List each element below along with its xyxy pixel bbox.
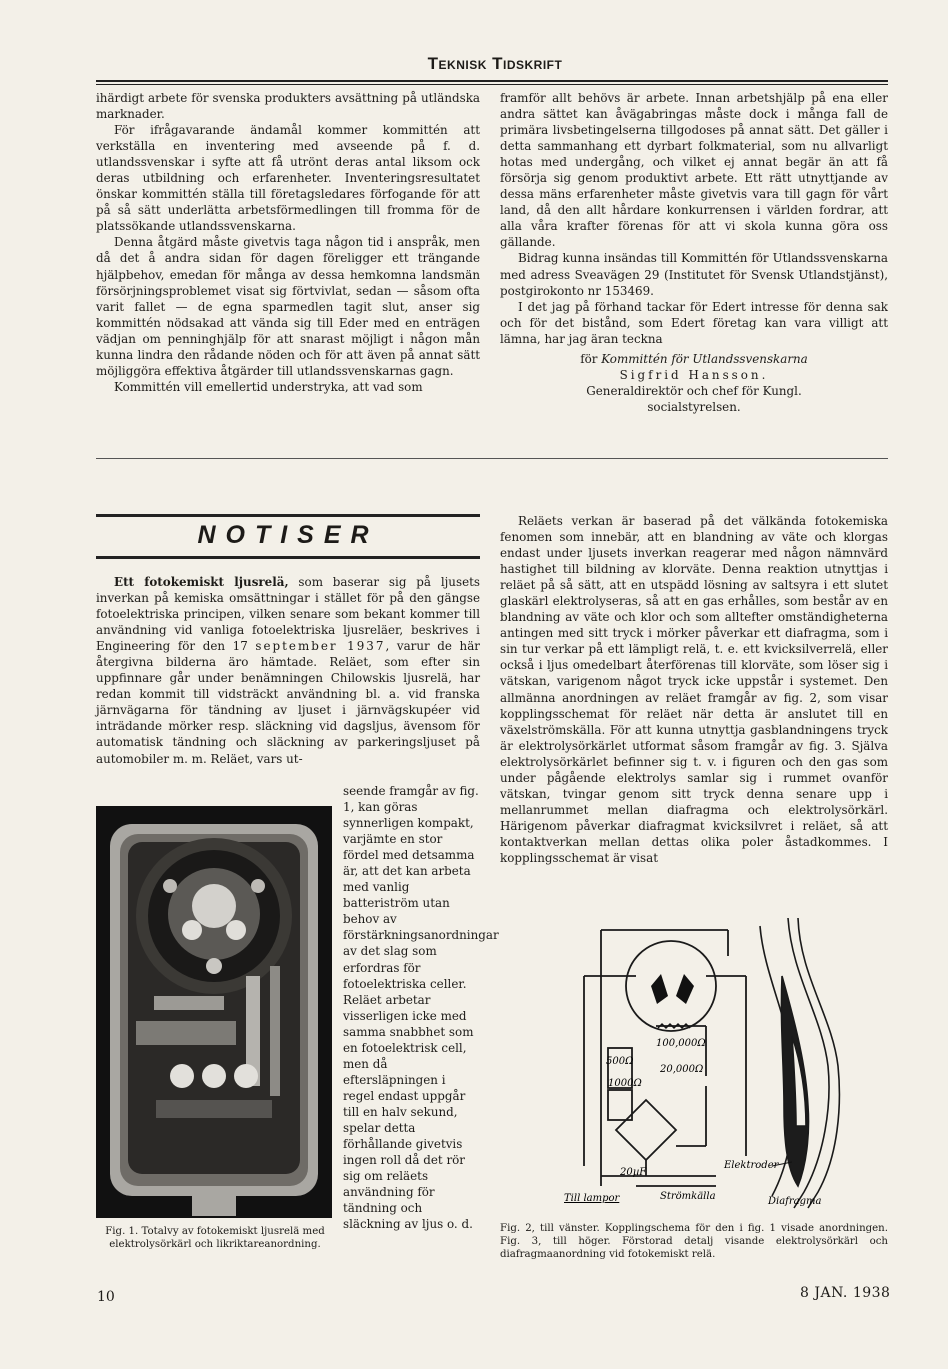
signature-org: Kommittén för Utlandssvenskarna bbox=[601, 351, 808, 366]
signature-org-line bbox=[500, 351, 888, 367]
paragraph bbox=[96, 574, 480, 767]
fig1-caption: Fig. 1. Totalvy av fotokemiskt ljusrelä med elektrolysörkärl och likriktareanordning. bbox=[105, 1226, 325, 1251]
journal-title: Teknisk Tidskrift bbox=[427, 54, 563, 73]
label-diaphragm: Diafragma bbox=[768, 1196, 822, 1207]
paragraph: Bidrag kunna insändas till Kommittén för Utlandssvenskarna med adress Sveavägen 29 (Institutet för Svensk Utlandstjänst), postgirokonto nr 153469. bbox=[500, 251, 888, 298]
top-right-column bbox=[500, 90, 888, 415]
signature-for: för bbox=[580, 351, 598, 366]
notice-lead: Ett fotokemiskt ljusrelä, bbox=[114, 575, 289, 589]
label-capacitor: 20µF bbox=[620, 1167, 647, 1178]
notiser-heading: NOTISER bbox=[197, 521, 379, 549]
paragraph: Kommittén vill emellertid understryka, att vad som bbox=[114, 379, 423, 394]
label-electrodes: Elektroder bbox=[724, 1160, 779, 1171]
relay-photo-illustration bbox=[96, 806, 332, 1218]
fig1-photo bbox=[96, 806, 332, 1218]
paragraph: framför allt behövs är arbete. Innan arbetshjälp på ena eller andra sättet kan åvägabringas måste dock i många fall de primära livsbetingelserna tillgodoses på annat sätt. Det gäller i detta sammanhang ett dyrbart folkmaterial, som nu allvarligt hotas med undergång, och vilket ej annat begär än att få försörja sig genom produktivt arbete. Ett rätt utnyttjande av dessa mäns erfarenheter måste givetvis vara till gagn för vårt land, då den allt hårdare konkurrensen i världen fordrar, att alla våra krafter förenas för att vi skola kunna göra oss gällande. bbox=[500, 91, 888, 250]
fig2-fig3-caption: Fig. 2, till vänster. Kopplingschema för den i fig. 1 visade anordningen. Fig. 3, till höger. Förstorad detalj visande elektrolysörkärl och diafragmaanordning vid fotokemiskt relä. bbox=[500, 1223, 888, 1261]
notice-date: september 1937 bbox=[255, 639, 386, 654]
label-lamps: Till lampor bbox=[564, 1193, 620, 1204]
header-rule bbox=[96, 80, 888, 85]
notiser-right-column bbox=[500, 513, 888, 866]
top-left-column bbox=[96, 90, 480, 395]
paragraph: Denna åtgärd måste givetvis taga någon tid i anspråk, men då det å andra sidan för dagen föreligger ett trängande hjälpbehov, emedan för många av dessa hemkomna landsmän försörjningsproblemet visat sig förtvivlat, sedan — såsom ofta varit fallet — de egna sparmedlen tagit slut, anser sig kommittén nödsakad att vända sig till Eder med en enträgen vädjan om penninghjälp för att snarast möjligt i någon mån kunna lindra den rådande nöden och för att även på annat sätt möjliggöra effektiva åtgärder till utlandssvenskarnas gagn. bbox=[96, 235, 480, 378]
notiser-rule-top bbox=[96, 514, 480, 517]
paragraph: seende framgår av fig. 1, kan göras synnerligen kompakt, varjämte en stor fördel med detsamma är, att det kan arbeta med vanlig batteriström utan behov av förstärkningsanordningar av det slag som erfordras för fotoelektriska celler. Reläet arbetar visserligen icke med samma snabbhet som en fotoelektrisk cell, men då eftersläpningen i regel endast uppgår till en halv sekund, spelar detta förhållande givetvis ingen roll då det rör sig om reläets användning för tändning och släckning av ljus o. d. bbox=[343, 784, 499, 1232]
notiser-intro bbox=[96, 574, 480, 767]
paragraph: Reläets verkan är baserad på det välkända fotokemiska fenomen som innebär, att en blandning av väte och klorgas endast under ljusets inverkan reagerar med någon nämnvärd hastighet till bildning av klorväte. Denna reaktion utnyttjas i reläet på så sätt, att en utspädd lösning av saltsyra i ett slutet glaskärl elektrolyseras, så att en gas erhålles, som består av en blandning av väte och klor och som alltefter omständigheterna antingen med sitt tryck i mörker påverkar ett diafragma, som i sin tur verkar på ett lämpligt relä, t. e. ett kvicksilverrelä, eller också i ljus omedelbart återförenas till klorväte, som löser sig i vätskan, varigenom något tryck icke uppstår i systemet. Den allmänna anordningen av reläet framgår av fig. 2, som visar kopplingsschemat för reläet när detta är anslutet till en växelströmskälla. För att kunna utnyttja gasblandningens tryck är elektrolysörkärlet utformat såsom framgår av fig. 3. Själva elektrolysörkärlet befinner sig t. v. i figuren och den gas som under pågående elektrolys samlar sig i rummet ovanför vätskan, tvingar genom sitt tryck denna senare upp i mellanrummet mellan diafragma och elektrolysörkärl. Härigenom påverkar diafragmat kvicksilvret i reläet, så att kontaktverkan mellan dettas olika poler åstadkommes. I kopplingsschemat är visat bbox=[500, 514, 888, 865]
paragraph: I det jag på förhand tackar för Edert intresse för denna sak och för det bistånd, som Edert företag kan vara villigt att lämna, har jag äran teckna bbox=[500, 299, 888, 346]
label-r1: 100,000Ω bbox=[656, 1038, 706, 1049]
label-source: Strömkälla bbox=[660, 1191, 716, 1202]
paragraph: ihärdigt arbete för svenska produkters avsättning på utländska marknader. bbox=[96, 91, 480, 122]
notice-text: , varur de här återgivna bilderna äro hämtade. Reläet, som efter sin uppfinnare går under benämningen Chilowskis ljusrelä, har redan kommit till vidsträckt användning bl. a. vid franska järnvägarna för tändning av ljuset i järnvägskupéer vid inträdande mörker resp. släckning vid dagsljus, ävensom för automatisk tändning och släckning av parkeringsljuset på automobiler m. m. Reläet, vars ut- bbox=[96, 639, 480, 766]
circuit-diagram-svg bbox=[556, 916, 886, 1216]
signature-name: Sigfrid Hansson. bbox=[619, 367, 769, 382]
notiser-narrow-column bbox=[343, 783, 499, 1232]
signature-title-1: Generaldirektör och chef för Kungl. bbox=[586, 383, 802, 398]
issue-date: 8 JAN. 1938 bbox=[800, 1285, 891, 1301]
section-divider bbox=[96, 458, 888, 459]
page-number: 10 bbox=[97, 1289, 115, 1305]
label-r3: 20,000Ω bbox=[660, 1064, 704, 1075]
signature-block bbox=[500, 351, 888, 415]
signature-title-2: socialstyrelsen. bbox=[647, 399, 741, 414]
notiser-rule-bottom bbox=[96, 556, 480, 559]
fig2-fig3-diagram bbox=[556, 916, 886, 1216]
notice-text: som baserar sig på ljusets inverkan på kemiska omsättningar i stället för på den gängse fotoelektriska principen, vilken senare som bekant kommer till användning vid vanliga fotoelektriska ljusreläer, beskrives i Engineering för den 17 bbox=[96, 575, 480, 654]
label-r4: 1000Ω bbox=[608, 1078, 642, 1089]
label-r2: 500Ω bbox=[606, 1056, 634, 1067]
paragraph: För ifrågavarande ändamål kommer kommittén att verkställa en inventering med avseende på f. d. utlandssvenskar i syfte att få utrönt deras antal liksom ock deras utbildning och erfarenheter. Inventeringsresultatet önskar kommittén ställa till företagsledares förfogande för att på så sätt underlätta arbetsförmedlingen till fromma för de platssökande utlandssvenskarna. bbox=[96, 123, 480, 234]
